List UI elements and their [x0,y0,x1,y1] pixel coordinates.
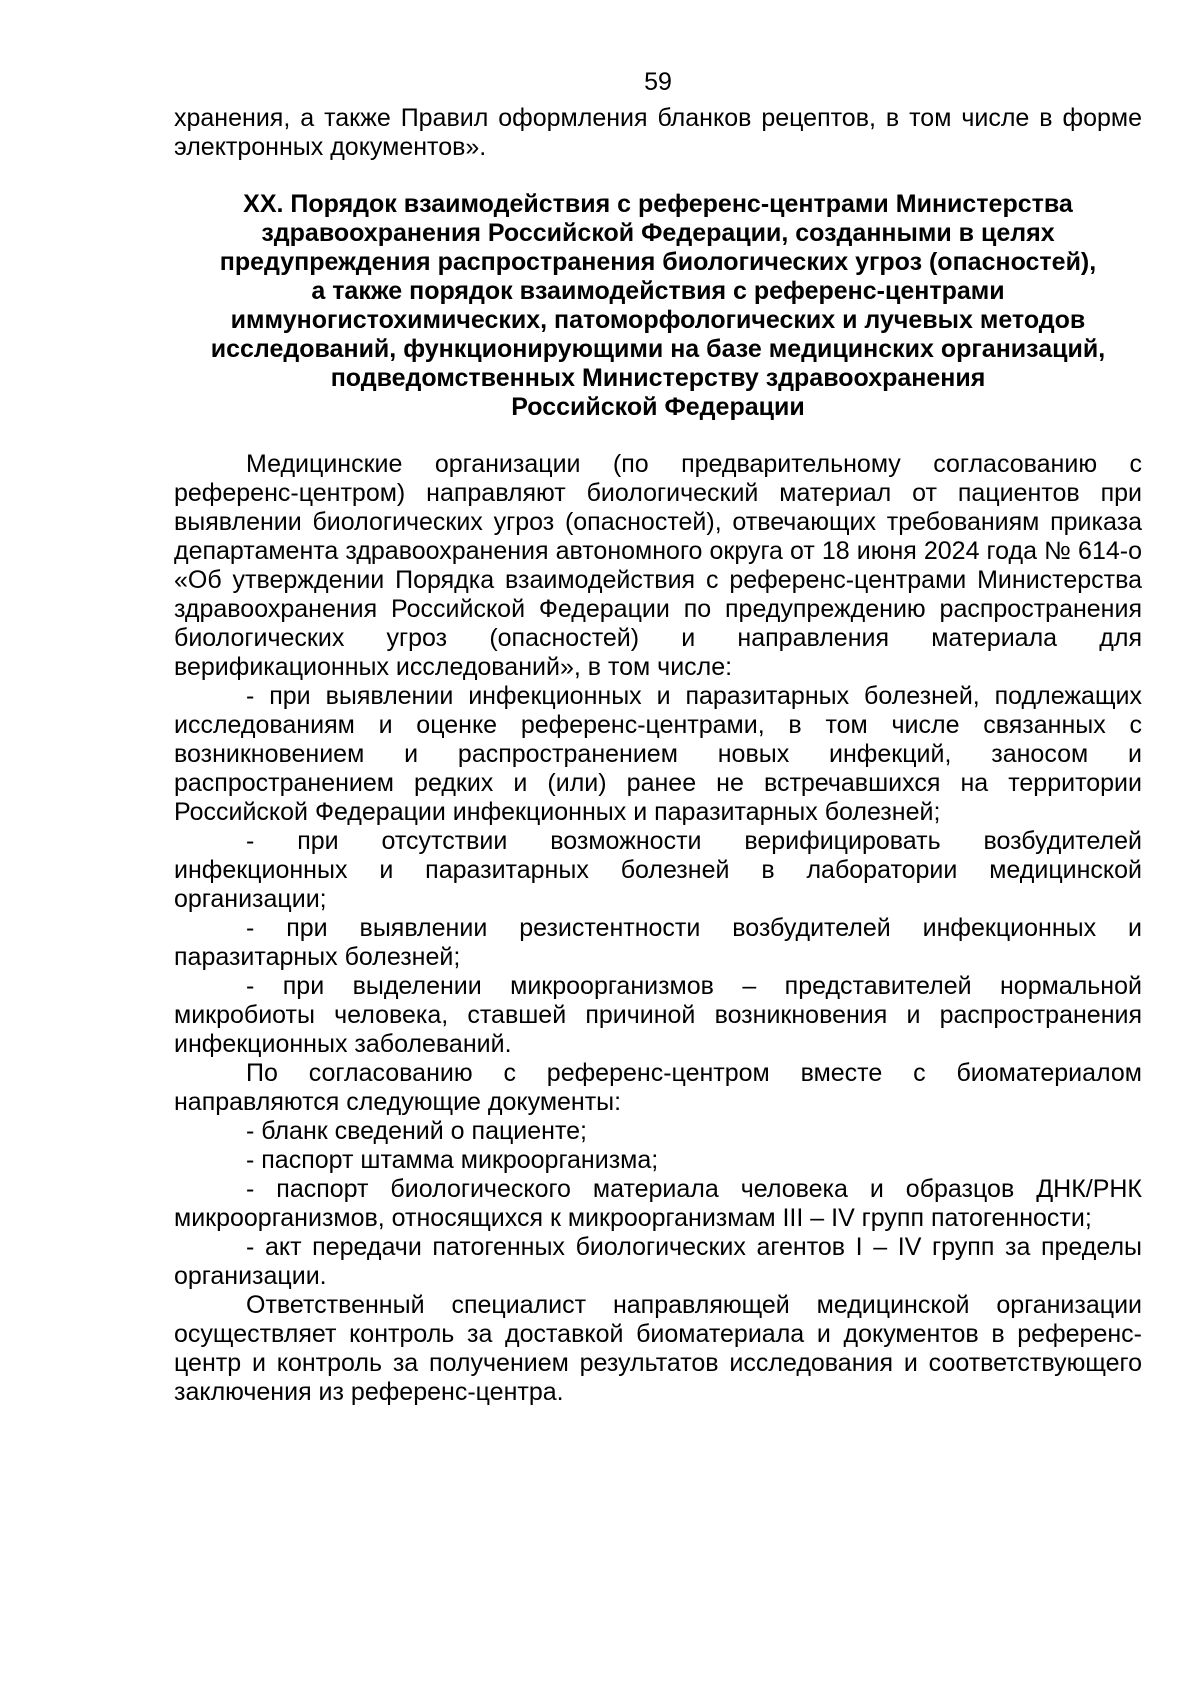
list-item: - бланк сведений о пациенте; [246,1117,587,1145]
heading-line: предупреждения распространения биологических угроз (опасностей), [219,248,1097,276]
list-item: - при выявлении инфекционных и паразитарных болезней, подлежащих исследованиям и оценке референс-центрами, в том числе связанных с возникновением и распространением новых инфекций, заносом и распространением редких и (или) ранее не встречавшихся на территории Российской Федерации инфекционных и паразитарных болезней; [174,682,1142,826]
list-item: - при отсутствии возможности верифицировать возбудителей инфекционных и паразитарных болезней в лаборатории медицинской организации; [174,827,1142,913]
heading-line: исследований, функционирующими на базе медицинских организаций, [210,335,1106,363]
heading-line: Российской Федерации [511,393,805,421]
heading-line: подведомственных Министерству здравоохранения [330,364,986,392]
list-item: - паспорт штамма микроорганизма; [246,1146,659,1174]
intro-paragraph: хранения, а также Правил оформления бланков рецептов, в том числе в форме электронных документов». [174,104,1142,161]
list-item: - акт передачи патогенных биологических агентов I – IV групп за пределы организации. [174,1233,1142,1290]
heading-line: иммуногистохимических, патоморфологических и лучевых методов [230,306,1086,334]
list-item: - при выявлении резистентности возбудителей инфекционных и паразитарных болезней; [174,914,1142,971]
heading-line: XX. Порядок взаимодействия с референс-центрами Министерства [243,190,1073,218]
heading-line: а также порядок взаимодействия с референс-центрами [311,277,1005,305]
section-heading [174,190,1142,422]
heading-line: здравоохранения Российской Федерации, созданными в целях [261,219,1055,247]
body-paragraph: Медицинские организации (по предварительному согласованию с референс-центром) направляют биологический материал от пациентов при выявлении биологических угроз (опасностей), отвечающих требованиям приказа департамента здравоохранения автономного округа от 18 июня 2024 года № 614-о «Об утверждении Порядка взаимодействия с референс-центрами Министерства здравоохранения Российской Федерации по предупреждению распространения биологических угроз (опасностей) и направления материала для верификационных исследований», в том числе: [174,450,1142,681]
page-number: 59 [644,68,672,96]
list-item: - при выделении микроорганизмов – представителей нормальной микробиоты человека, ставшей причиной возникновения и распространения инфекционных заболеваний. [174,972,1142,1058]
list-item: - паспорт биологического материала человека и образцов ДНК/РНК микроорганизмов, относящихся к микроорганизмам III – IV групп патогенности; [174,1175,1142,1232]
body-paragraph: По согласованию с референс-центром вместе с биоматериалом направляются следующие документы: [174,1059,1142,1116]
document-page [174,68,1142,1407]
body-paragraph: Ответственный специалист направляющей медицинской организации осуществляет контроль за доставкой биоматериала и документов в референс-центр и контроль за получением результатов исследования и соответствующего заключения из референс-центра. [174,1291,1142,1406]
